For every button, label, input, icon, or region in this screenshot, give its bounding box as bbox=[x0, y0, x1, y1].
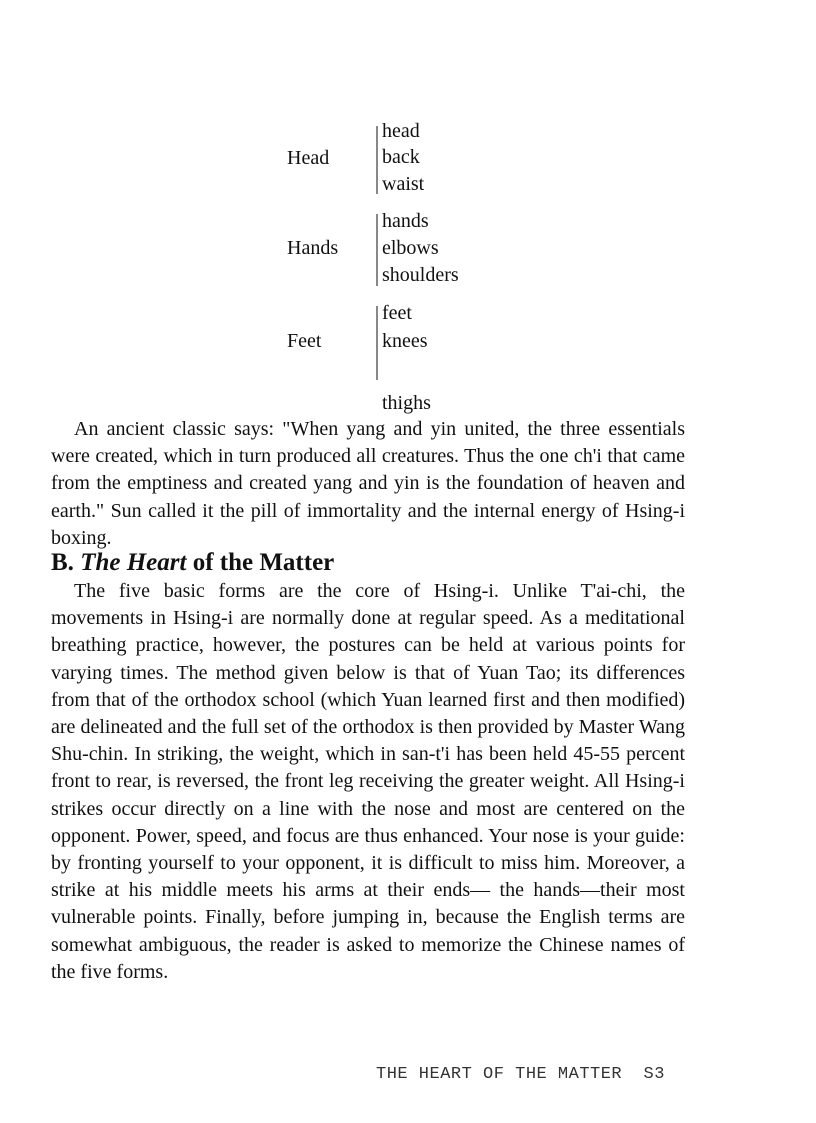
group-item: thighs bbox=[382, 392, 431, 414]
section-heading-suffix: of the Matter bbox=[192, 549, 335, 576]
group-item: elbows bbox=[382, 237, 439, 259]
group-item: head bbox=[382, 120, 420, 142]
page-footer bbox=[376, 1066, 665, 1084]
running-head: THE HEART OF THE MATTER bbox=[376, 1065, 623, 1084]
group-label-head: Head bbox=[287, 147, 330, 169]
group-label-hands: Hands bbox=[287, 237, 339, 259]
group-item: knees bbox=[382, 330, 428, 352]
group-item: shoulders bbox=[382, 264, 459, 286]
intro-paragraph: An ancient classic says: "When yang and yin united, the three essentials were created, which in turn produced all creatures. Thus the one ch'i that came from the emptiness and created yang and yin is the foundation of heaven and earth." Sun called it the pill of immortality and the internal energy of Hsing-i boxing. bbox=[51, 418, 685, 549]
main-text-block bbox=[51, 578, 685, 986]
group-item: hands bbox=[382, 210, 429, 232]
intro-text-block bbox=[51, 416, 685, 552]
section-heading bbox=[51, 549, 334, 577]
section-heading-italic: The Heart bbox=[80, 549, 187, 576]
section-heading-prefix: B. bbox=[51, 549, 74, 576]
main-paragraph: The five basic forms are the core of Hsing-i. Unlike T'ai-chi, the movements in Hsing-i are normally done at regular speed. As a meditational breathing practice, however, the postures can be held at various points for varying times. The method given below is that of Yuan Tao; its differences from that of the orthodox school (which Yuan learned first and then modified) are delineated and the full set of the orthodox is then provided by Master Wang Shu-chin. In striking, the weight, which in san-t'i has been held 45-55 percent front to rear, is reversed, the front leg receiving the greater weight. All Hsing-i strikes occur directly on a line with the nose and most are centered on the opponent. Power, speed, and focus are thus enhanced. Your nose is your guide: by fronting yourself to your opponent, it is difficult to miss him. Moreover, a strike at his middle meets his arms at their ends— the hands—their most vulnerable points. Finally, before jumping in, because the English terms are somewhat ambiguous, the reader is asked to memorize the Chinese names of the five forms. bbox=[51, 580, 685, 983]
group-item: back bbox=[382, 146, 420, 168]
page-number: S3 bbox=[643, 1065, 665, 1084]
group-label-feet: Feet bbox=[287, 330, 322, 352]
group-item: waist bbox=[382, 173, 425, 195]
group-item: feet bbox=[382, 302, 412, 324]
